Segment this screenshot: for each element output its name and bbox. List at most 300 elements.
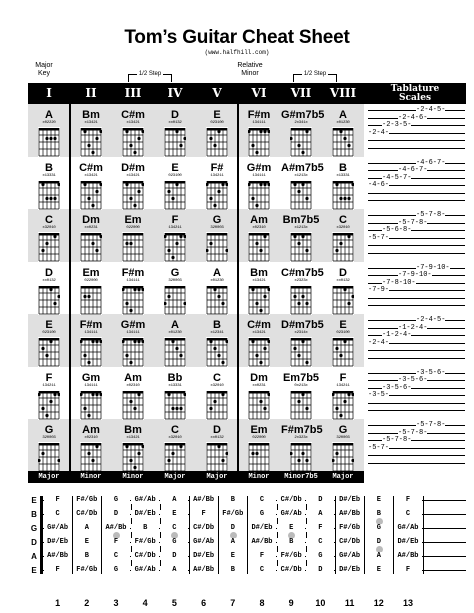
fret-note: C: [44, 510, 72, 518]
chord-grid: [290, 180, 312, 210]
chord-grid: [290, 232, 312, 262]
chord-name: A: [213, 266, 221, 279]
fret-number: 7: [230, 598, 236, 608]
chord-name: F#m: [247, 109, 271, 121]
tab-notes: -3-5-6-: [398, 376, 428, 384]
tab-notes: -2-4-: [368, 128, 390, 137]
fret-note: C#/Db: [336, 538, 364, 546]
chord-name: D: [45, 266, 53, 279]
fret-note: C#/Db: [73, 510, 101, 518]
tab-notes: -2-3-5-: [382, 121, 412, 129]
chord-grid: [122, 337, 144, 367]
degree-III: III: [124, 86, 142, 100]
chord-diagram: [71, 214, 111, 262]
chord-diagram: [281, 161, 324, 210]
chord-fingering: 023100: [42, 331, 56, 335]
chord-diagram: [155, 372, 195, 420]
chord-fingering: x02310: [126, 383, 140, 388]
fret-wire: [364, 496, 365, 574]
chord-fingering: 320003: [42, 436, 56, 440]
fret-number: 12: [373, 598, 384, 608]
chord-fingering: x13421: [84, 121, 98, 125]
chord-name: D: [339, 266, 347, 279]
fret-note: A#/Bb: [336, 510, 364, 518]
chord-diagram: [281, 319, 324, 367]
tab-line: [368, 148, 465, 149]
fret-note: E: [277, 524, 305, 532]
tab-notes: -2-4-6-: [398, 113, 428, 122]
chord-name: Bm: [250, 266, 268, 279]
chord-fingering: 023100: [336, 331, 350, 335]
string-label-A: A: [31, 552, 37, 561]
fret-note: G#/Ab: [277, 510, 305, 518]
major-key-label: Major Key: [35, 62, 53, 77]
fret-note: D#/Eb: [190, 552, 218, 560]
chord-name: A#m7b5: [281, 161, 324, 174]
fret-note: B: [73, 552, 101, 560]
fret-note: E: [160, 510, 188, 518]
chord-name: Em: [82, 266, 100, 279]
tab-notes: -3-5-: [368, 391, 390, 399]
chord-grid: [38, 127, 60, 157]
chord-name: Am: [82, 424, 100, 436]
fret-note: A#/Bb: [44, 552, 72, 560]
fret-note: G: [306, 552, 334, 560]
chord-grid: [80, 337, 102, 367]
chord-grid: [248, 232, 270, 262]
chord-grid: [332, 285, 354, 315]
chord-diagram: [239, 319, 279, 367]
chord-name: E: [339, 319, 347, 331]
fret-number: 1: [55, 598, 61, 608]
chord-grid: [164, 232, 186, 262]
fret-note: C: [248, 496, 276, 504]
tab-line: [368, 410, 465, 411]
tab-notes: -4-6-7-: [416, 158, 446, 167]
degree-VIII: VIII: [329, 86, 357, 100]
chord-grid: [38, 442, 60, 472]
fret-note: G#/Ab: [190, 538, 218, 546]
chord-name: E: [45, 319, 53, 331]
chord-name: G: [44, 424, 54, 436]
fret-wire: [131, 496, 132, 574]
fret-wire: [72, 496, 73, 574]
fret-wire: [160, 496, 161, 574]
fret-note: B: [277, 538, 305, 546]
chord-grid: [80, 232, 102, 262]
fret-number: 9: [288, 598, 294, 608]
chord-name: B: [213, 319, 221, 331]
chord-grid: [206, 232, 228, 262]
chord-diagram: [281, 372, 321, 420]
fret-note: A: [73, 524, 101, 532]
chord-fingering: 134111: [84, 383, 98, 388]
chord-diagram: [197, 372, 237, 420]
string-label-B: B: [31, 510, 37, 519]
chord-name: G: [170, 266, 180, 279]
chord-diagram: [197, 424, 237, 472]
fret-note: F: [394, 496, 422, 504]
fret-number: 5: [171, 598, 177, 608]
chord-grid: [164, 180, 186, 210]
chord-fingering: x13331: [168, 383, 182, 388]
chord-name: Em7b5: [282, 371, 320, 384]
sep-minor: [237, 104, 239, 483]
chord-grid: [332, 232, 354, 262]
degree-header-bar: [28, 83, 466, 104]
degree-V: V: [212, 86, 222, 100]
fret-note: F: [190, 510, 218, 518]
fret-note: D: [365, 538, 393, 546]
chord-diagram: [323, 372, 363, 420]
chord-grid: [164, 285, 186, 315]
fret-note: E: [73, 538, 101, 546]
chord-grid: [290, 337, 312, 367]
chord-diagram: [239, 162, 279, 210]
chord-name: B: [339, 161, 347, 174]
chord-fingering: x13421: [126, 173, 140, 178]
chord-fingering: x1213x: [294, 226, 308, 230]
chord-diagram: [323, 424, 363, 472]
chord-grid: [206, 337, 228, 367]
chord-diagram: [155, 319, 195, 367]
tab-line: [368, 455, 465, 456]
chord-name: Dm: [82, 214, 100, 226]
quality-4: Major: [206, 473, 228, 481]
chord-diagram: [281, 109, 325, 157]
quality-footer-bar: [28, 471, 364, 483]
fret-wire: [306, 496, 307, 574]
chord-diagram: [113, 109, 153, 157]
fret-note: D: [306, 496, 334, 504]
chord-grid: [164, 442, 186, 472]
fret-note: G: [102, 496, 130, 504]
chord-fingering: 134211: [210, 173, 224, 178]
chord-grid: [332, 442, 354, 472]
chord-diagram: [155, 214, 195, 262]
chord-diagram: [197, 214, 237, 262]
chord-fingering: x12341: [210, 331, 224, 335]
chord-name: C#m: [121, 109, 145, 121]
chord-name: Bm: [124, 424, 142, 436]
chord-name: Bb: [167, 371, 183, 384]
fret-note: B: [219, 566, 247, 574]
tab-notes: -5-7-8-: [416, 421, 446, 429]
fret-note: A#/Bb: [190, 566, 218, 574]
chord-diagram: [239, 109, 279, 157]
quality-2: Minor: [122, 473, 144, 481]
string-label-E: E: [31, 496, 37, 505]
fret-note: A#/Bb: [190, 496, 218, 504]
chord-grid: [248, 390, 270, 420]
chord-grid: [122, 127, 144, 157]
fret-note: B: [365, 510, 393, 518]
tab-notes: -1-2-4-: [382, 331, 412, 339]
chord-grid: [248, 337, 270, 367]
chord-fingering: x13331: [336, 173, 350, 178]
chord-diagram: [29, 162, 69, 210]
tab-notes: -5-7-: [368, 233, 390, 242]
fret-note: D#/Eb: [131, 510, 159, 518]
tab-line: [368, 140, 465, 141]
chord-grid: [248, 180, 270, 210]
chord-fingering: xx0132: [210, 436, 224, 440]
chord-name: C: [45, 214, 53, 226]
chord-fingering: 134111: [126, 331, 140, 335]
chord-diagram: [323, 319, 363, 367]
fret-note: F: [248, 552, 276, 560]
chord-fingering: 134211: [42, 383, 56, 388]
tab-line: [368, 253, 465, 254]
chord-diagram: [239, 424, 279, 472]
chord-diagram: [197, 267, 237, 315]
chord-diagram: [239, 267, 279, 315]
chord-name: A: [339, 109, 347, 121]
chord-fingering: x32010: [336, 226, 350, 230]
chord-fingering: 134111: [84, 331, 98, 335]
fret-number: 10: [315, 598, 326, 608]
fret-note: G#/Ab: [44, 524, 72, 532]
chord-name: Bm7b5: [282, 214, 320, 226]
chord-diagram: [155, 424, 195, 472]
fret-note: D: [160, 552, 188, 560]
chord-grid: [332, 390, 354, 420]
chord-fingering: 134211: [336, 383, 350, 388]
tablature-scales: [364, 104, 466, 471]
chord-diagram: [197, 319, 237, 367]
chord-name: D: [213, 424, 221, 436]
chord-name: G#m: [246, 161, 272, 174]
tab-notes: -2-4-5-: [416, 106, 446, 114]
page-url: (www.halfhill.com): [204, 49, 270, 56]
chord-fingering: x2323x: [294, 278, 308, 283]
fret-note: F#/Gb: [336, 524, 364, 532]
fret-note: F#/Gb: [131, 538, 159, 546]
degree-VII: VII: [290, 86, 312, 100]
tab-notes: -2-4-: [368, 338, 390, 347]
fretboard-chart: [28, 496, 466, 574]
tab-line: [368, 463, 465, 464]
chord-diagram: [113, 424, 153, 472]
chord-diagram: [29, 424, 69, 472]
chord-name: F: [171, 214, 179, 226]
tab-notes: -5-7-8-: [382, 436, 412, 444]
chord-fingering: 320003: [210, 226, 224, 230]
chord-grid: [332, 337, 354, 367]
chord-name: D: [171, 109, 179, 121]
tab-notes: -7-9-10-: [398, 271, 432, 279]
fret-note: F: [306, 524, 334, 532]
chord-fingering: 0x213x: [294, 383, 308, 388]
chord-name: C#m: [247, 319, 271, 331]
fret-note: A: [219, 538, 247, 546]
chord-name: Am: [250, 214, 268, 226]
chord-grid: [248, 127, 270, 157]
fret-note: A#/Bb: [102, 524, 130, 532]
chord-fingering: x13421: [126, 121, 140, 125]
chord-name: E: [213, 109, 221, 121]
quality-5: Minor: [248, 473, 270, 481]
fret-wire: [423, 496, 424, 574]
chord-grid: [206, 442, 228, 472]
chord-fingering: 134111: [126, 278, 140, 283]
tab-notes: -7-8-10-: [382, 278, 416, 287]
chord-name: F#: [210, 161, 224, 174]
fret-note: F: [44, 566, 72, 574]
fret-note: G#/Ab: [131, 496, 159, 504]
fret-wire: [101, 496, 102, 574]
chord-grid: [206, 127, 228, 157]
chord-name: C#m7b5: [281, 266, 324, 279]
chord-fingering: xx0231: [84, 226, 98, 230]
chord-diagram: [155, 109, 195, 157]
chord-fingering: x13421: [252, 278, 266, 283]
chord-diagram: [113, 162, 153, 210]
chord-fingering: 320003: [168, 278, 182, 283]
fret-note: G#/Ab: [131, 566, 159, 574]
fret-note: F: [394, 566, 422, 574]
tab-line: [368, 245, 465, 246]
chord-diagram: [113, 267, 153, 315]
page-title: Tom’s Guitar Cheat Sheet: [124, 27, 350, 48]
chord-grid: [206, 390, 228, 420]
chord-diagram: [29, 267, 69, 315]
fret-note: D#/Eb: [336, 566, 364, 574]
fretboard-nut: [40, 496, 43, 574]
chord-name: Bm: [82, 109, 100, 121]
chord-grid: [80, 285, 102, 315]
chord-name: F#m7b5: [281, 424, 323, 436]
chord-name: A: [45, 109, 53, 121]
fret-note: A: [306, 510, 334, 518]
degree-I: I: [46, 86, 52, 100]
fret-note: F: [44, 496, 72, 504]
chord-fingering: x02310: [84, 436, 98, 440]
fret-note: C#/Db: [190, 524, 218, 532]
chord-fingering: 022000: [84, 278, 98, 283]
fret-note: E: [365, 496, 393, 504]
chord-name: D#m7b5: [281, 319, 324, 331]
chord-name: G: [212, 214, 222, 226]
chord-name: Em: [124, 214, 142, 226]
chord-grid: [206, 285, 228, 315]
chord-diagram: [281, 424, 321, 472]
chord-diagram: [29, 372, 69, 420]
chord-grid: [164, 390, 186, 420]
tab-notes: -3-5-6-: [416, 368, 446, 377]
chord-diagram: [113, 319, 153, 367]
fret-note: D#/Eb: [44, 538, 72, 546]
chord-fingering: x02220: [42, 121, 56, 125]
fret-number: 8: [259, 598, 265, 608]
chord-fingering: x32010: [168, 436, 182, 440]
chord-fingering: x13421: [84, 173, 98, 178]
chord-name: F#m: [121, 266, 145, 279]
fret-note: D#/Eb: [394, 538, 422, 546]
fret-wire: [277, 496, 278, 574]
chord-name: F: [45, 371, 53, 384]
chord-name: A: [171, 319, 179, 331]
fret-number: 6: [201, 598, 207, 608]
degree-II: II: [85, 86, 97, 100]
fret-note: C: [102, 552, 130, 560]
fret-number: 4: [142, 598, 148, 608]
quality-0: Major: [38, 473, 60, 481]
chord-diagram: [281, 214, 321, 262]
chord-diagram: [323, 162, 363, 210]
chord-fingering: xx0132: [168, 121, 182, 125]
chord-fingering: 134211: [168, 226, 182, 230]
chord-fingering: x01230: [168, 331, 182, 335]
half-step-label: 1/2 Step: [303, 71, 327, 77]
tab-line: [368, 403, 465, 404]
chord-diagram: [29, 109, 69, 157]
chord-diagram: [113, 372, 153, 420]
chord-diagram: [323, 267, 363, 315]
chord-fingering: xx0132: [42, 278, 56, 283]
chord-grid: [80, 127, 102, 157]
chord-diagram: [155, 162, 195, 210]
chord-grid: [122, 232, 144, 262]
tab-notes: -7-9-10-: [416, 263, 450, 272]
chord-grid: [38, 390, 60, 420]
fret-note: C: [248, 566, 276, 574]
fret-wire: [189, 496, 190, 574]
tab-line: [368, 298, 465, 299]
fret-note: G: [365, 524, 393, 532]
chord-fingering: 022000: [126, 226, 140, 230]
fret-note: E: [365, 566, 393, 574]
chord-grid: [164, 337, 186, 367]
chord-grid: [80, 442, 102, 472]
fret-note: C#/Db: [131, 552, 159, 560]
chord-name: F: [339, 371, 347, 384]
chord-fingering: 022000: [252, 436, 266, 440]
fret-note: C: [306, 538, 334, 546]
chord-diagram: [197, 109, 237, 157]
chord-name: G#m: [120, 319, 146, 331]
chord-diagram: [71, 267, 111, 315]
chord-grid: [290, 442, 312, 472]
fret-wire: [393, 496, 394, 574]
fret-note: F#/Gb: [219, 510, 247, 518]
chord-diagram: [71, 319, 111, 367]
chord-fingering: x32010: [210, 383, 224, 388]
chord-grid: [38, 180, 60, 210]
fret-note: G: [160, 538, 188, 546]
tab-line: [368, 200, 465, 201]
chord-name: B: [45, 161, 53, 174]
fret-note: G: [102, 566, 130, 574]
chord-name: G: [338, 424, 348, 436]
fret-note: B: [131, 524, 159, 532]
string-label-G: G: [30, 524, 38, 533]
chord-grid: [122, 180, 144, 210]
chord-name: C: [213, 371, 221, 384]
tab-notes: -4-6-: [368, 181, 390, 189]
chord-fingering: x2314x: [294, 331, 308, 335]
chord-diagram: [323, 109, 363, 157]
chord-diagram: [29, 319, 69, 367]
tab-notes: -5-6-8-: [382, 226, 412, 234]
tab-notes: -4-5-7-: [382, 173, 412, 182]
fret-number: 3: [113, 598, 119, 608]
chord-fingering: 134111: [252, 121, 266, 125]
chord-name: F#m: [79, 319, 103, 331]
chord-grid: [332, 127, 354, 157]
fret-note: F#/Gb: [73, 496, 101, 504]
chord-fingering: 2x341x: [294, 121, 308, 125]
